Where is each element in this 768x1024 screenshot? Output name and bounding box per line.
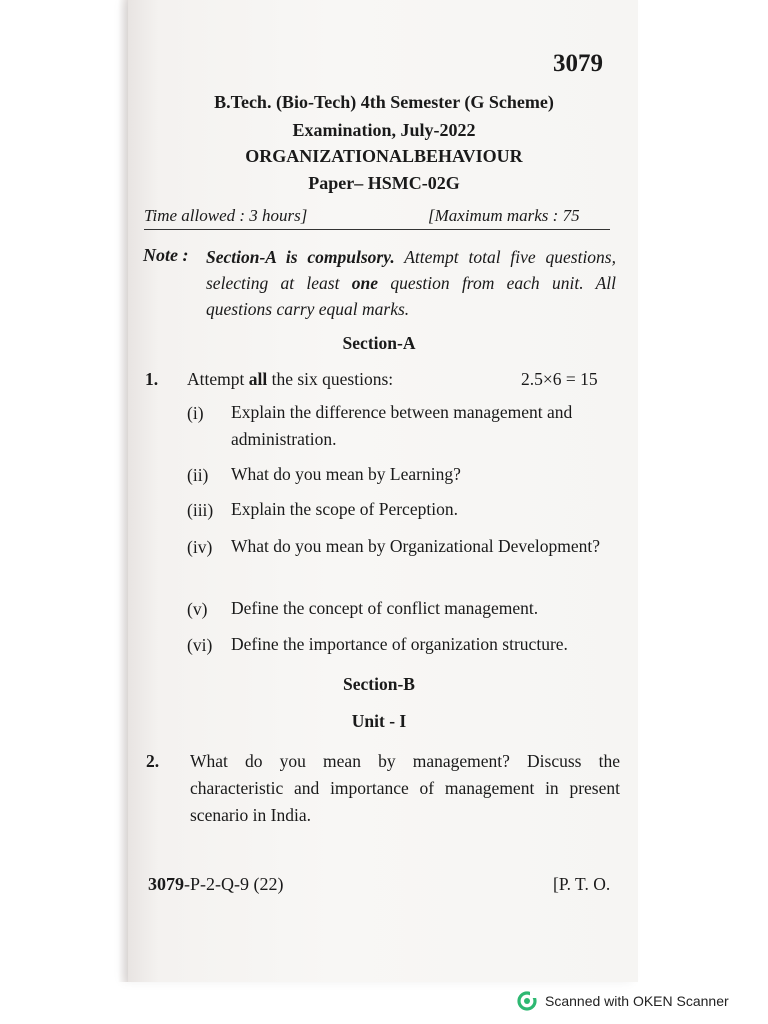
course-title: B.Tech. (Bio-Tech) 4th Semester (G Scheme) <box>214 92 554 112</box>
section-a-heading: Section-A <box>342 333 416 353</box>
footer-code-number: 3079 <box>148 874 184 894</box>
scanner-watermark-text: Scanned with OKEN Scanner <box>545 993 729 1009</box>
subquestion-iv-text: What do you mean by Organizational Development? <box>231 536 601 556</box>
oken-scanner-logo-icon <box>517 991 537 1011</box>
question-1-text-end: the six questions: <box>267 369 394 389</box>
note-text <box>206 244 616 322</box>
unit-1-heading: Unit - I <box>351 711 407 731</box>
note-emphasis: one <box>351 273 379 293</box>
question-2-text: What do you mean by management? Discuss the characteristic and importance of management in present scenario in India. <box>190 751 620 825</box>
maximum-marks: [Maximum marks : 75 <box>428 206 580 225</box>
note-instructions-end: question from each unit. All questions carry equal marks. <box>206 273 616 319</box>
subquestion-i-number: (i) <box>187 403 204 423</box>
subquestion-i-text: Explain the difference between management and administration. <box>231 402 573 449</box>
subquestion-vi-number: (vi) <box>187 635 213 655</box>
subquestion-vi-text: Define the importance of organization structure. <box>231 634 568 654</box>
footer-code-suffix: -P-2-Q-9 (22) <box>184 874 284 894</box>
subquestion-iii-number: (iii) <box>187 500 214 520</box>
question-2-number: 2. <box>146 751 160 771</box>
question-1-number: 1. <box>145 369 159 389</box>
subquestion-ii-text: What do you mean by Learning? <box>231 464 461 484</box>
note-label: Note : <box>143 245 189 265</box>
question-1-text-start: Attempt <box>187 369 249 389</box>
subquestion-v-number: (v) <box>187 599 208 619</box>
paper-code: 3079 <box>553 50 603 77</box>
examination-title: Examination, July-2022 <box>292 120 476 140</box>
note-compulsory: Section-A is compulsory. <box>206 247 395 267</box>
footer-paper-code <box>148 874 283 895</box>
subject-title: ORGANIZATIONALBEHAVIOUR <box>245 146 523 166</box>
note-instructions: Attempt total five questions, selecting at least <box>206 247 616 293</box>
section-b-heading: Section-B <box>343 674 415 694</box>
header-divider <box>144 229 610 230</box>
subquestion-iv-number: (iv) <box>187 537 213 557</box>
please-turn-over: [P. T. O. <box>553 874 611 894</box>
subquestion-iii-text: Explain the scope of Perception. <box>231 499 458 519</box>
question-1-marks: 2.5×6 = 15 <box>521 369 598 389</box>
question-1-text-emphasis: all <box>248 369 268 389</box>
question-1-text <box>187 369 393 390</box>
subquestion-v-text: Define the concept of conflict management. <box>231 598 539 618</box>
subquestion-ii-number: (ii) <box>187 465 209 485</box>
paper-number: Paper– HSMC-02G <box>308 173 460 193</box>
time-allowed: Time allowed : 3 hours] <box>144 206 308 225</box>
scanner-watermark <box>517 990 729 1012</box>
